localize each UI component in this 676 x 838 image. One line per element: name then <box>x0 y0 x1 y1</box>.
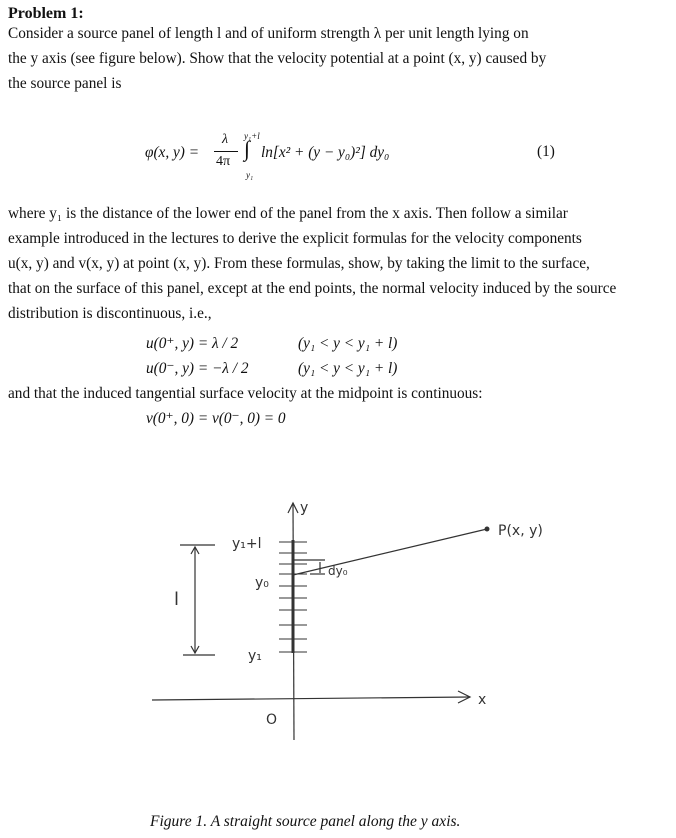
problem-title: Problem 1: <box>8 5 84 22</box>
condition-range: (y₁ < y < y₁ + l) <box>298 360 398 377</box>
top-label: y₁+l <box>232 536 262 552</box>
lower-limit: y₁ <box>246 170 254 180</box>
intro-line: the source panel is <box>8 75 122 92</box>
equation-frac-num: λ <box>222 132 229 147</box>
condition-formula: u(0⁺, y) = λ / 2 <box>146 335 239 352</box>
intro-line: the y axis (see figure below). Show that the velocity potential at a point (x, y) caused by <box>8 50 547 67</box>
bottom-label: y₁ <box>248 648 262 664</box>
mid-label: y₀ <box>255 575 269 591</box>
body-line: where y₁ is the distance of the lower end of the panel from the x axis. Then follow a similar <box>8 205 568 222</box>
condition-range: (y₁ < y < y₁ + l) <box>298 335 398 352</box>
element-label: dy₀ <box>328 564 348 578</box>
body-line: that on the surface of this panel, except at the end points, the normal velocity induced by the source <box>8 280 617 297</box>
condition-formula: u(0⁻, y) = −λ / 2 <box>146 360 249 377</box>
body-line: example introduced in the lectures to derive the explicit formulas for the velocity components <box>8 230 582 247</box>
x-axis <box>152 697 470 700</box>
equation-number: (1) <box>537 143 555 160</box>
body-line: u(x, y) and v(x, y) at point (x, y). From these formulas, show, by taking the limit to the surface, <box>8 255 590 272</box>
equation-lhs: φ(x, y) = <box>145 144 200 161</box>
intro-line: Consider a source panel of length l and of uniform strength λ per unit length lying on <box>8 25 529 42</box>
y-axis-label: y <box>300 500 309 516</box>
body-line: distribution is discontinuous, i.e., <box>8 305 212 322</box>
integrand: ln[x² + (y − y₀)²] dy₀ <box>261 144 390 161</box>
x-axis-label: x <box>478 692 487 708</box>
figure-caption: Figure 1. A straight source panel along the y axis. <box>150 813 461 830</box>
origin-label: O <box>266 712 278 728</box>
point-label: P(x, y) <box>498 523 543 539</box>
tangential-formula: v(0⁺, 0) = v(0⁻, 0) = 0 <box>146 410 286 427</box>
equation-frac-den: 4π <box>216 154 231 169</box>
point-p <box>485 527 490 532</box>
upper-limit: y₁+l <box>244 131 260 141</box>
length-label: l <box>174 589 180 610</box>
tangential-line: and that the induced tangential surface velocity at the midpoint is continuous: <box>8 385 483 402</box>
integral-sign: ∫ <box>244 136 251 161</box>
radius-line <box>293 529 487 575</box>
source-panel-figure <box>0 490 676 750</box>
